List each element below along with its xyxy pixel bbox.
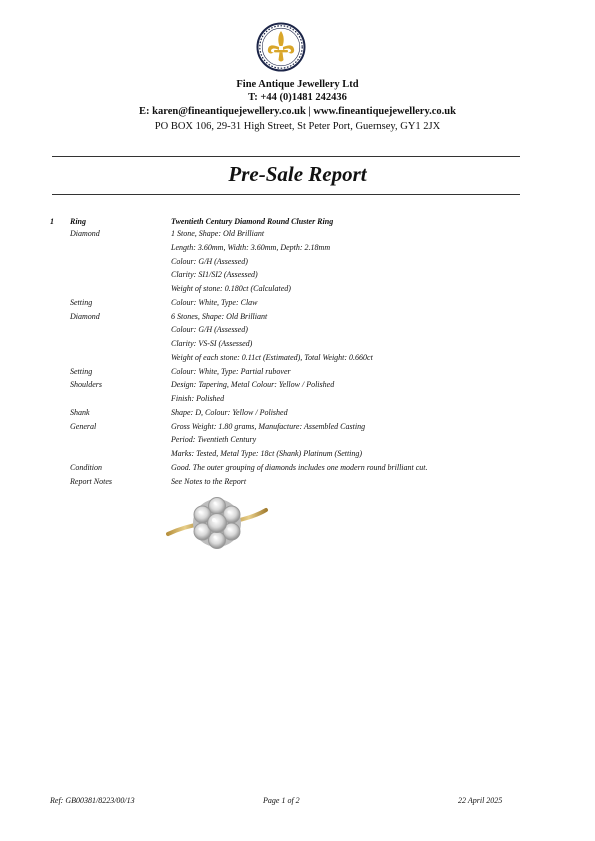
detail-row — [0, 408, 595, 422]
detail-value: Period: Twentieth Century — [171, 435, 257, 445]
detail-row — [0, 435, 595, 449]
item-details — [0, 229, 595, 491]
detail-value: Weight of stone: 0.180ct (Calculated) — [171, 284, 291, 294]
detail-value: See Notes to the Report — [171, 476, 247, 486]
detail-row — [0, 422, 595, 436]
detail-label: Condition — [70, 463, 103, 473]
item-type: Ring — [70, 217, 87, 226]
detail-row — [0, 449, 595, 463]
detail-label: Diamond — [70, 311, 100, 321]
detail-label: General — [70, 421, 97, 431]
detail-value: Good. The outer grouping of diamonds includes one modern round brilliant cut. — [171, 463, 428, 473]
diamond-cluster-ring-photo — [166, 492, 270, 554]
company-contact: E: karen@fineantiquejewellery.co.uk | www.fineantiquejewellery.co.uk — [139, 106, 456, 117]
detail-value: Design: Tapering, Metal Colour: Yellow / Polished — [171, 380, 335, 390]
detail-value: Length: 3.60mm, Width: 3.60mm, Depth: 2.18mm — [171, 242, 331, 252]
detail-row — [0, 312, 595, 326]
detail-value: Colour: White, Type: Claw — [171, 297, 258, 307]
detail-label: Shank — [70, 407, 90, 417]
detail-value: Shape: D, Colour: Yellow / Polished — [171, 407, 288, 417]
footer-date: 22 April 2025 — [458, 796, 503, 805]
footer-reference: Ref: GB00381/8223/00/13 — [50, 796, 135, 805]
detail-label: Setting — [70, 366, 93, 376]
detail-value: Finish: Polished — [171, 394, 225, 404]
item-title: Twentieth Century Diamond Round Cluster Ring — [171, 217, 334, 226]
detail-value: 1 Stone, Shape: Old Brilliant — [171, 229, 265, 238]
detail-row — [0, 284, 595, 298]
detail-row — [0, 353, 595, 367]
detail-value: 6 Stones, Shape: Old Brilliant — [171, 311, 268, 321]
fleur-de-lis-logo — [256, 22, 306, 72]
item-number: 1 — [50, 217, 54, 226]
detail-value: Weight of each stone: 0.11ct (Estimated), Total Weight: 0.660ct — [171, 352, 373, 362]
detail-value: Colour: G/H (Assessed) — [171, 256, 248, 266]
detail-value: Colour: G/H (Assessed) — [171, 325, 248, 335]
detail-label: Setting — [70, 297, 93, 307]
detail-row — [0, 477, 595, 491]
title-top-divider — [52, 156, 520, 157]
report-title: Pre-Sale Report — [228, 162, 367, 186]
detail-row — [0, 229, 595, 243]
company-name: Fine Antique Jewellery Ltd — [236, 79, 359, 90]
detail-value: Gross Weight: 1.80 grams, Manufacture: Assembled Casting — [171, 421, 366, 431]
company-phone: T: +44 (0)1481 242436 — [248, 92, 347, 103]
footer-page-number: Page 1 of 2 — [263, 796, 300, 805]
company-address: PO BOX 106, 29-31 High Street, St Peter Port, Guernsey, GY1 2JX — [154, 121, 441, 132]
detail-row — [0, 270, 595, 284]
detail-row — [0, 298, 595, 312]
detail-row — [0, 243, 595, 257]
detail-value: Marks: Tested, Metal Type: 18ct (Shank) Platinum (Setting) — [171, 449, 363, 459]
detail-row — [0, 463, 595, 477]
detail-value: Clarity: VS-SI (Assessed) — [171, 339, 253, 349]
detail-row — [0, 339, 595, 353]
title-bottom-divider — [52, 194, 520, 195]
detail-row — [0, 367, 595, 381]
detail-value: Clarity: SI1/SI2 (Assessed) — [171, 270, 258, 280]
detail-row — [0, 257, 595, 271]
detail-label: Shoulders — [70, 380, 102, 390]
detail-label: Diamond — [70, 229, 100, 238]
detail-row — [0, 325, 595, 339]
detail-row — [0, 380, 595, 394]
detail-label: Report Notes — [70, 476, 112, 486]
detail-value: Colour: White, Type: Partial rubover — [171, 366, 291, 376]
detail-row — [0, 394, 595, 408]
